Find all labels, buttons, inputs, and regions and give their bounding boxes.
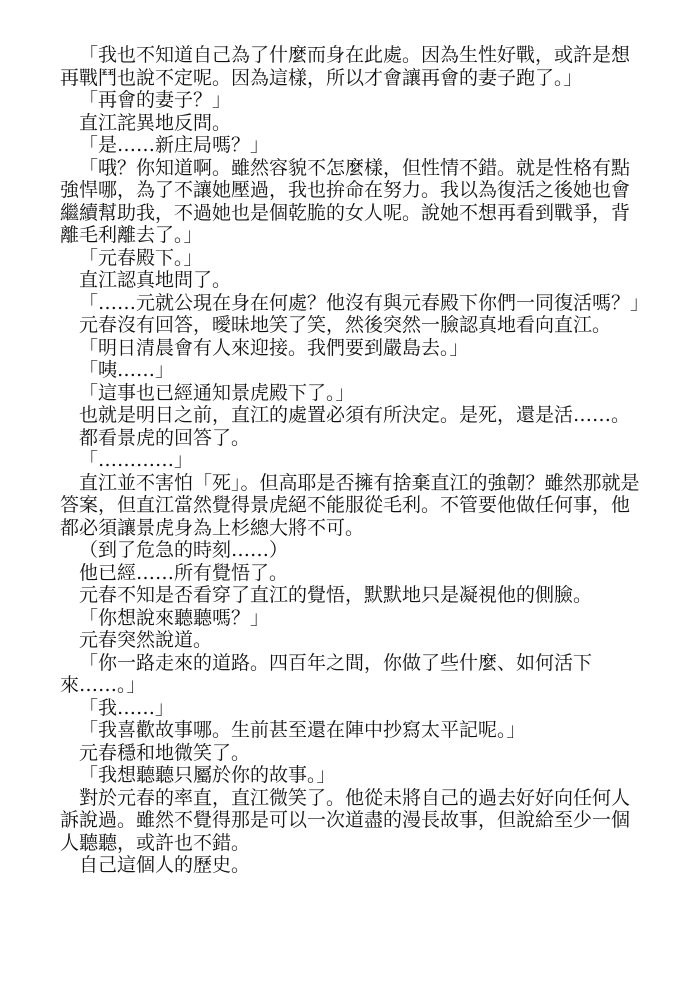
paragraph: 直江詫異地反問。: [79, 111, 232, 134]
paragraph: 「我喜歡故事哪。生前甚至還在陣中抄寫太平記呢。」: [79, 719, 526, 741]
paragraph: 元春不知是否看穿了直江的覺悟，默默地只是凝視他的側臉。: [79, 584, 593, 606]
paragraph: 「咦……」: [79, 359, 175, 381]
paragraph: （到了危急的時刻……）: [79, 539, 289, 561]
paragraph: 「我也不知道自己為了什麼而身在此處。因為生性好戰，或許是想再戰鬥也說不定呢。因為這樣，所以才會讓再會的妻子跑了。」: [60, 44, 631, 89]
paragraph: 元春穩和地微笑了。: [79, 741, 251, 764]
paragraph: 也就是明日之前，直江的處置必須有所決定。是死，還是活……。: [79, 404, 631, 426]
paragraph: 「我想聽聽只屬於你的故事。」: [79, 764, 336, 786]
paragraph: 「你一路走來的道路。四百年之間，你做了些什麼、如何活下來……。」: [60, 651, 593, 696]
paragraph: 「元春殿下。」: [79, 246, 203, 269]
paragraph: 「……元就公現在身在何處？他沒有與元春殿下你們一同復活嗎？」: [79, 291, 650, 314]
paragraph: 直江認真地問了。: [79, 269, 232, 291]
paragraph: 自己這個人的歷史。: [79, 854, 251, 876]
paragraph: 元春突然說道。: [79, 629, 213, 651]
paragraph: 「…………」: [79, 449, 194, 471]
paragraph: 他已經……所有覺悟了。: [79, 561, 289, 584]
paragraph: 「是……新庄局嗎？」: [79, 134, 270, 156]
paragraph: 「明日清晨會有人來迎接。我們要到嚴島去。」: [79, 336, 469, 359]
paragraph: 都看景虎的回答了。: [79, 426, 251, 449]
paragraph: 元春沒有回答，曖昧地笑了笑，然後突然一臉認真地看向直江。: [79, 314, 612, 336]
paragraph: 對於元春的率直，直江微笑了。他從未將自己的過去好好向任何人訴說過。雖然不覺得那是可以一次道盡的漫長故事，但說給至少一個人聽聽，或許也不錯。: [60, 786, 631, 854]
document-body: [60, 44, 650, 877]
paragraph: 「哦？你知道啊。雖然容貌不怎麼樣，但性情不錯。就是性格有點強悍哪，為了不讓她壓過，我也拚命在努力。我以為復活之後她也會繼續幫助我，不過她也是個乾脆的女人呢。說她不想再看到戰爭，背離毛利離去了。」: [60, 156, 631, 246]
paragraph: 「再會的妻子？」: [79, 89, 232, 111]
paragraph: 「這事也已經通知景虎殿下了。」: [79, 381, 355, 404]
paragraph: 「我……」: [79, 696, 175, 719]
paragraph: 「你想說來聽聽嗎？」: [79, 606, 270, 629]
paragraph: 直江並不害怕「死」。但高耶是否擁有捨棄直江的強韌？雖然那就是答案，但直江當然覺得景虎絕不能服從毛利。不管要他做任何事，他都必須讓景虎身為上杉總大將不可。: [60, 471, 640, 539]
